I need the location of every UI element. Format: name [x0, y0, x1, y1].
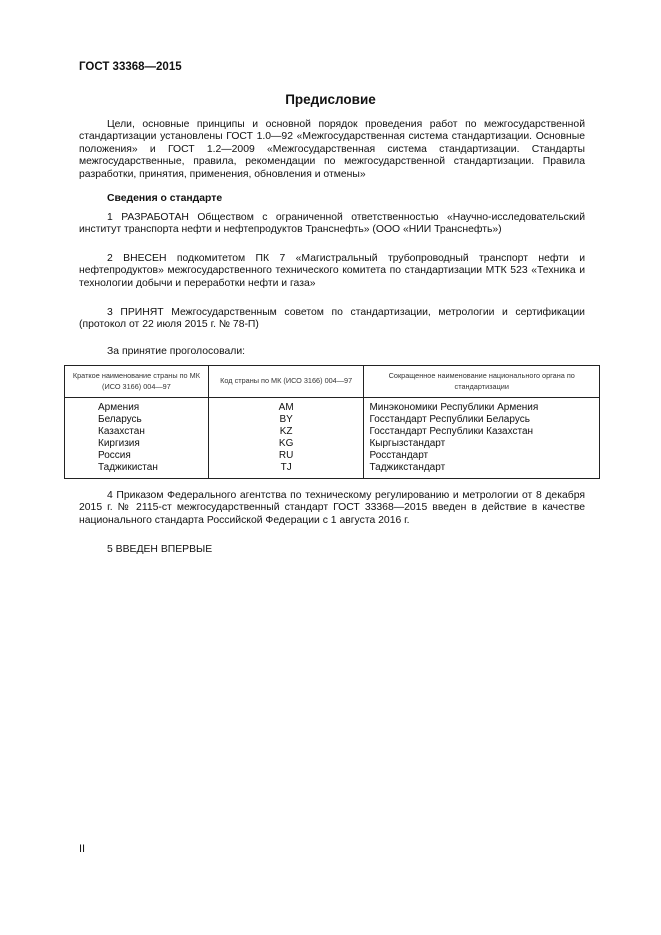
item-adopted: 3 ПРИНЯТ Межгосударственным советом по стандартизации, метрологии и сертификации (протокол от 22 июля 2015 г. № 78-П)	[79, 307, 585, 331]
page-title: Предисловие	[285, 92, 376, 107]
national-body: Госстандарт Республики Казахстан	[364, 426, 600, 438]
table-row	[65, 398, 600, 415]
info-heading: Сведения о стандарте	[107, 193, 223, 204]
item-first-introduced: 5 ВВЕДЕН ВПЕРВЫЕ	[107, 544, 213, 555]
col-country-code: Код страны по МК (ИСО 3166) 004—97	[208, 366, 364, 398]
country-code: RU	[208, 450, 364, 462]
col-country-name: Краткое наименование страны по МК (ИСО 3166) 004—97	[65, 366, 209, 398]
country-code: KG	[208, 438, 364, 450]
document-header: ГОСТ 33368—2015	[79, 61, 182, 73]
national-body: Минэкономики Республики Армения	[364, 398, 600, 415]
national-body: Росстандарт	[364, 450, 600, 462]
page-number: II	[79, 843, 86, 855]
country-name: Беларусь	[65, 414, 209, 426]
col-national-body: Сокращенное наименование национального органа по стандартизации	[364, 366, 600, 398]
voting-table	[64, 365, 600, 479]
country-name: Россия	[65, 450, 209, 462]
intro-paragraph: Цели, основные принципы и основной порядок проведения работ по межгосударственной стандартизации установлены ГОСТ 1.0—92 «Межгосударственная система стандартизации. Основные положения» и ГОСТ 1.2—2009 «Межгосударственная система стандартизации. Стандарты межгосударственные, правила, рекомендации по межгосударственной стандартизации. Правила разработки, принятия, применения, обновления и отмены»	[79, 119, 585, 180]
table-row	[65, 450, 600, 462]
voted-label: За принятие проголосовали:	[107, 346, 246, 357]
country-name: Армения	[65, 398, 209, 415]
national-body: Кыргызстандарт	[364, 438, 600, 450]
country-name: Казахстан	[65, 426, 209, 438]
country-name: Киргизия	[65, 438, 209, 450]
national-body: Таджикстандарт	[364, 462, 600, 479]
country-name: Таджикистан	[65, 462, 209, 479]
item-submitted: 2 ВНЕСЕН подкомитетом ПК 7 «Магистральный трубопроводный транспорт нефти и нефтепродуктов» межгосударственного технического комитета по стандартизации МТК 523 «Техника и технологии добычи и переработки нефти и газа»	[79, 253, 585, 289]
national-body: Госстандарт Республики Беларусь	[364, 414, 600, 426]
table-row	[65, 426, 600, 438]
country-code: TJ	[208, 462, 364, 479]
item-enacted: 4 Приказом Федерального агентства по техническому регулированию и метрологии от 8 декабря 2015 г. № 2115-ст межгосударственный стандарт ГОСТ 33368—2015 введен в действие в качестве национального стандарта Российской Федерации с 1 августа 2016 г.	[79, 490, 585, 526]
table-row	[65, 414, 600, 426]
item-developed: 1 РАЗРАБОТАН Обществом с ограниченной ответственностью «Научно-исследовательский институт транспорта нефти и нефтепродуктов Транснефть» (ООО «НИИ Транснефть»)	[79, 212, 585, 236]
table-header-row	[65, 366, 600, 398]
table-row	[65, 462, 600, 479]
country-code: AM	[208, 398, 364, 415]
table-row	[65, 438, 600, 450]
country-code: KZ	[208, 426, 364, 438]
country-code: BY	[208, 414, 364, 426]
